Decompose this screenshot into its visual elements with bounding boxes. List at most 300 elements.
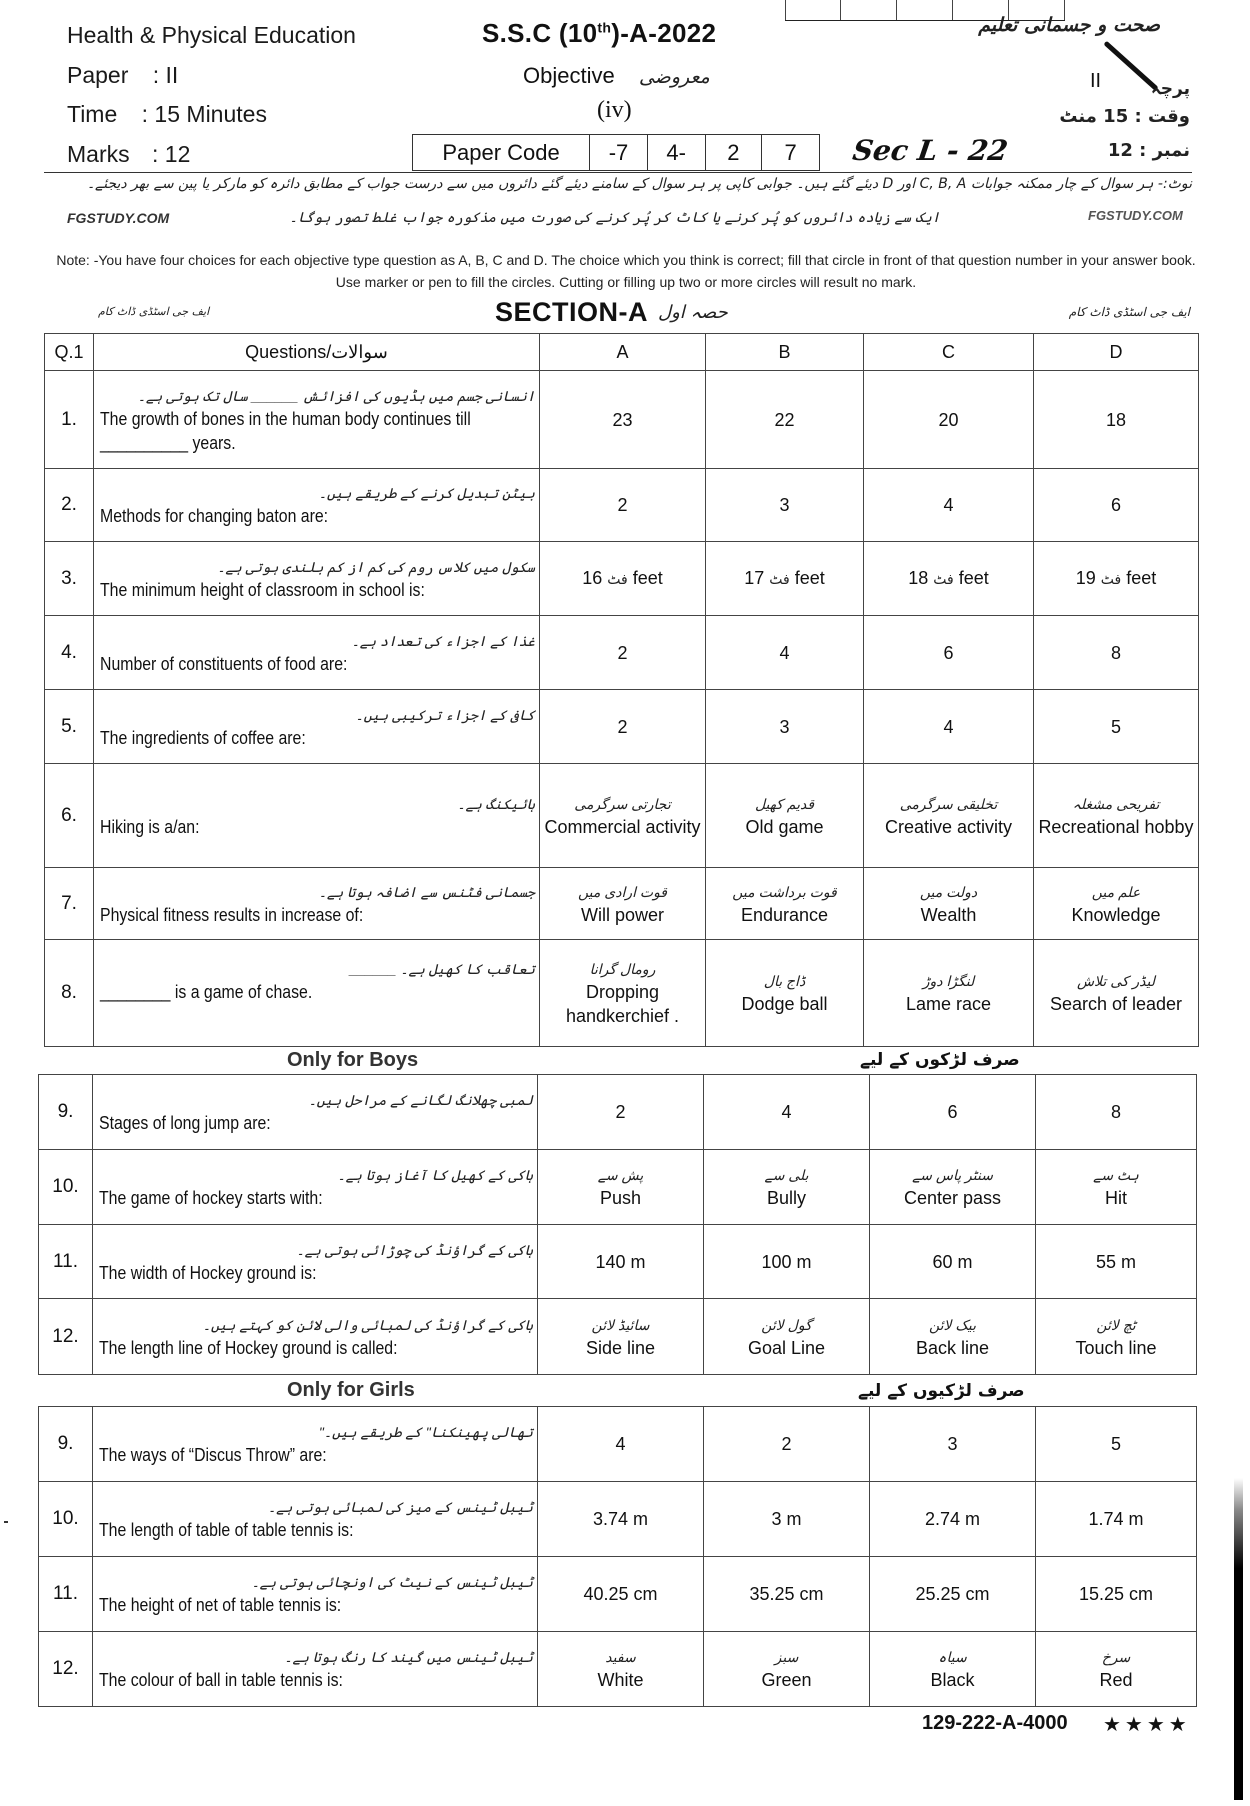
question-ur: ہاکی کے کھیل کا آغاز ہوتا ہے۔	[337, 1167, 533, 1183]
option-a[interactable]	[540, 616, 706, 690]
option-text: Endurance	[740, 904, 829, 925]
question-ur: ہاکی کے گراؤنڈ کی لمبائی والی لائن کو کہتے ہیں۔	[202, 1316, 533, 1333]
time-ur: وقت : 15 منٹ	[1059, 106, 1190, 127]
header-divider	[44, 172, 1192, 173]
spacer	[100, 1004, 483, 1028]
option-text-ur: فٹ	[607, 571, 628, 588]
table-row	[45, 542, 1199, 616]
option-b[interactable]	[704, 1075, 870, 1150]
table-row	[45, 371, 1199, 469]
option-text: Commercial activity	[544, 816, 701, 837]
table-row	[39, 1632, 1197, 1707]
option-d[interactable]	[1036, 1299, 1197, 1375]
option-a[interactable]	[540, 868, 706, 940]
watermark-ur-left: ایف جی اسٹڈی ڈاٹ کام	[98, 305, 210, 318]
time-value: : 15 Minutes	[141, 101, 267, 127]
paper-type-en: Objective	[523, 63, 615, 88]
section-heading	[495, 297, 728, 328]
time-label-text: Time	[67, 101, 118, 127]
marks-ur: نمبر : 12	[1107, 140, 1190, 161]
option-d[interactable]	[1034, 616, 1199, 690]
header-option-c: C	[864, 334, 1034, 371]
option-text: 140 m	[595, 1251, 646, 1272]
option-text: 8	[1110, 642, 1121, 663]
option-text-ur: بیک لائن	[928, 1316, 977, 1333]
question-ur: ٹیبل ٹینس کے نیٹ کی اونچائی ہوتی ہے۔	[251, 1574, 533, 1590]
option-text-ur: سبز	[774, 1649, 799, 1665]
question-ur: ٹیبل ٹینس میں گیند کا رنگ ہوتا ہے۔	[284, 1649, 533, 1665]
question-number: 12.	[39, 1299, 93, 1375]
option-d[interactable]	[1036, 1482, 1197, 1557]
option-c[interactable]	[870, 1299, 1036, 1375]
option-text-ur: ہٹ سے	[1093, 1167, 1139, 1183]
option-text: 23	[612, 409, 633, 430]
option-text: Search of leader	[1049, 994, 1183, 1014]
boys-heading-ur: صرف لڑکوں کے لیے	[860, 1050, 1020, 1070]
option-text: 6	[943, 642, 954, 663]
question-en: The minimum height of classroom in school is:	[100, 579, 425, 600]
option-text: Dodge ball	[741, 994, 828, 1014]
question-text	[94, 371, 540, 469]
header-questions: Questions/سوالات	[94, 334, 540, 371]
option-text-ur: ڈاج بال	[763, 973, 806, 989]
option-a[interactable]	[538, 1299, 704, 1375]
option-d[interactable]	[1034, 542, 1199, 616]
question-text	[94, 616, 540, 690]
option-b[interactable]	[704, 1407, 870, 1482]
option-text-ur: تجارتی سرگرمی	[574, 795, 671, 812]
question-text	[94, 542, 540, 616]
option-c[interactable]	[870, 1150, 1036, 1225]
question-en: The ways of “Discus Throw” are:	[99, 1445, 327, 1465]
option-d[interactable]	[1034, 764, 1199, 868]
option-text: Wealth	[920, 904, 977, 925]
option-text-ur: پش سے	[597, 1167, 644, 1183]
question-ur: کافی کے اجزاء ترکیبی ہیں۔	[355, 706, 535, 723]
question-en: The length of table of table tennis is:	[99, 1520, 354, 1540]
boys-heading: Only for Boys	[287, 1049, 419, 1071]
option-text: 2	[617, 495, 628, 515]
option-text-ur: علم میں	[1091, 883, 1141, 900]
option-text: 35.25 cm	[749, 1584, 824, 1604]
question-text	[94, 690, 540, 764]
question-number: 10.	[39, 1150, 93, 1225]
option-b[interactable]	[704, 1482, 870, 1557]
table-row	[39, 1225, 1197, 1299]
option-text-ur: تخلیقی سرگرمی	[899, 795, 998, 812]
option-c[interactable]	[870, 1075, 1036, 1150]
paper-code-box	[412, 134, 820, 171]
option-d[interactable]	[1034, 868, 1199, 940]
note-urdu-line2: ایک سے زیادہ دائروں کو پُر کرنے یا کاٹ کر پُر کرنے کی صورت میں مذکورہ جواب غلط تصور ہوگا۔	[289, 210, 940, 226]
option-text: 4	[779, 642, 790, 663]
section-title: SECTION-A	[495, 297, 648, 327]
option-text: 15.25 cm	[1078, 1584, 1154, 1604]
option-a[interactable]	[540, 371, 706, 469]
question-en: The growth of bones in the human body continues till	[100, 408, 471, 429]
option-text-ur: سیاہ	[938, 1649, 967, 1665]
option-b[interactable]	[706, 764, 864, 868]
note-english: Note: -You have four choices for each objective type question as A, B, C and D. The choice which you think is correct; fill that circle in front of that question number in your answer book. Use marker or pen to fill the circles. Cutting or filling up two or more circles will result no mark.	[56, 252, 1196, 290]
question-ur: ہائیکنگ ہے۔	[457, 795, 535, 812]
option-text: 2	[617, 716, 628, 737]
option-text: Creative activity	[884, 816, 1013, 837]
option-d[interactable]	[1034, 469, 1199, 542]
option-text: Green	[761, 1670, 812, 1690]
option-text: 6	[1110, 495, 1121, 515]
option-text-ur: فٹ	[933, 571, 954, 588]
header-option-d: D	[1034, 334, 1199, 371]
paper-ur: پرچہ	[1150, 79, 1190, 99]
question-text	[94, 940, 540, 1047]
option-text: 2	[617, 642, 628, 663]
option-a[interactable]	[538, 1407, 704, 1482]
option-text: 20	[938, 409, 959, 430]
option-text-ur: سائیڈ لائن	[591, 1316, 650, 1333]
option-text: Center pass	[903, 1188, 1002, 1208]
option-c[interactable]	[864, 940, 1034, 1047]
option-b[interactable]	[704, 1150, 870, 1225]
option-text: 4	[943, 495, 954, 515]
option-b[interactable]	[706, 371, 864, 469]
option-b[interactable]	[704, 1299, 870, 1375]
question-text	[93, 1407, 538, 1482]
question-en: The height of net of table tennis is:	[99, 1595, 342, 1615]
option-text: 3	[947, 1434, 958, 1454]
option-text: 18	[1105, 409, 1127, 430]
question-text	[93, 1482, 538, 1557]
question-number: 8.	[45, 940, 94, 1047]
option-text: 16 feet	[582, 567, 663, 588]
option-text: Recreational hobby	[1038, 816, 1194, 837]
paper-ur-value: II	[1090, 70, 1102, 92]
option-text-ur: قوت برداشت میں	[732, 883, 837, 900]
option-text-ur: گول لائن	[761, 1316, 812, 1333]
marks-label-text: Marks	[67, 141, 130, 167]
scan-speck	[4, 1521, 8, 1523]
option-text: Will power	[580, 904, 664, 925]
roll-box[interactable]	[841, 0, 897, 20]
option-b[interactable]	[704, 1632, 870, 1707]
option-text: Touch line	[1075, 1337, 1157, 1358]
option-text: 2.74 m	[924, 1509, 981, 1529]
question-en: The length line of Hockey ground is called:	[99, 1337, 398, 1358]
paper-serial-code: 129-222-A-4000	[922, 1712, 1068, 1734]
question-en: The game of hockey starts with:	[99, 1188, 323, 1208]
option-text: 4	[615, 1434, 626, 1454]
question-text	[93, 1299, 538, 1375]
option-text: 3	[779, 495, 790, 515]
question-text	[93, 1225, 538, 1299]
question-en-line2: __________ years.	[100, 432, 236, 453]
paper-value: : II	[152, 62, 179, 88]
question-en: ________ is a game of chase.	[100, 982, 313, 1002]
subject-title-ur: صحت و جسمانی تعلیم	[978, 14, 1160, 36]
option-text-ur: سنٹر پاس سے	[912, 1167, 993, 1183]
exam-title-prefix: S.S.C (10	[482, 18, 598, 48]
option-c[interactable]	[870, 1557, 1036, 1632]
option-a[interactable]	[538, 1075, 704, 1150]
question-ur: ٹیبل ٹینس کے میز کی لمبائی ہوتی ہے۔	[267, 1499, 533, 1515]
option-d[interactable]	[1036, 1557, 1197, 1632]
table-row	[45, 868, 1199, 940]
paper-version: (iv)	[597, 97, 632, 123]
header-qno: Q.1	[45, 334, 94, 371]
question-en: Number of constituents of food are:	[100, 653, 348, 674]
section-title-ur: حصہ اول	[658, 302, 728, 323]
option-a[interactable]	[540, 764, 706, 868]
watermark-right: FGSTUDY.COM	[1088, 208, 1183, 223]
question-text	[93, 1557, 538, 1632]
question-text	[93, 1075, 538, 1150]
common-questions-table	[44, 333, 1199, 1047]
option-c[interactable]	[870, 1482, 1036, 1557]
option-text: 2	[615, 1102, 626, 1122]
paper-code-digit: 7	[784, 139, 797, 165]
option-text: 5	[1110, 1434, 1121, 1454]
scan-edge-bar	[1234, 1478, 1243, 1800]
option-text: 1.74 m	[1088, 1509, 1144, 1529]
option-d[interactable]	[1034, 690, 1199, 764]
option-c[interactable]	[864, 616, 1034, 690]
option-d[interactable]	[1036, 1075, 1197, 1150]
option-text: 17 feet	[744, 567, 825, 588]
option-b[interactable]	[706, 616, 864, 690]
table-row	[45, 469, 1199, 542]
table-row	[45, 940, 1199, 1047]
question-ur: غذا کے اجزاء کی تعداد ہے۔	[351, 632, 535, 649]
roll-box[interactable]	[785, 0, 841, 20]
option-text: Black	[930, 1670, 975, 1690]
question-number: 5.	[45, 690, 94, 764]
question-text	[93, 1632, 538, 1707]
option-d[interactable]	[1034, 371, 1199, 469]
option-a[interactable]	[540, 690, 706, 764]
question-number: 10.	[39, 1482, 93, 1557]
question-ur: لمبی چھلانگ لگانے کے مراحل ہیں۔	[308, 1092, 533, 1108]
table-row	[39, 1557, 1197, 1632]
question-ur: سکول میں کلاس روم کی کم از کم بلندی ہوتی ہے۔	[217, 558, 535, 575]
option-text-ur: سرخ	[1101, 1649, 1131, 1665]
question-text	[94, 764, 540, 868]
option-d[interactable]	[1036, 1632, 1197, 1707]
option-c[interactable]	[864, 690, 1034, 764]
paper-type	[523, 63, 710, 89]
option-c[interactable]	[864, 371, 1034, 469]
roll-box[interactable]	[897, 0, 953, 20]
option-text: 55 m	[1095, 1251, 1137, 1272]
question-text	[93, 1150, 538, 1225]
question-ur: ہاکی کے گراؤنڈ کی چوڑائی ہوتی ہے۔	[296, 1241, 533, 1258]
option-d[interactable]	[1036, 1150, 1197, 1225]
table-row	[39, 1482, 1197, 1557]
girls-heading: Only for Girls	[287, 1379, 415, 1401]
watermark-ur-right: ایف جی اسٹڈی ڈاٹ کام	[1068, 305, 1190, 319]
option-text: 3	[779, 716, 790, 737]
paper-label-text: Paper	[67, 62, 129, 88]
question-en: Hiking is a/an:	[100, 816, 200, 837]
option-d[interactable]	[1036, 1225, 1197, 1299]
option-text: Goal Line	[747, 1337, 826, 1358]
table-row	[39, 1407, 1197, 1482]
option-a[interactable]	[540, 469, 706, 542]
option-text-ur: فٹ	[1100, 571, 1122, 588]
option-b[interactable]	[706, 542, 864, 616]
question-en: Physical fitness results in increase of:	[100, 904, 364, 925]
option-c[interactable]	[864, 469, 1034, 542]
question-ur: ______ تعاقب کا کھیل ہے۔	[349, 961, 535, 977]
header-option-a: A	[540, 334, 706, 371]
option-text: White	[597, 1670, 644, 1690]
option-text: Bully	[766, 1188, 806, 1208]
time-label	[67, 101, 267, 128]
question-en: The colour of ball in table tennis is:	[99, 1670, 343, 1690]
option-text-ur: قوت ارادی میں	[578, 883, 667, 900]
option-text: 60 m	[932, 1251, 973, 1272]
paper-code-digit: -7	[590, 135, 648, 170]
question-number: 12.	[39, 1632, 93, 1707]
option-c[interactable]	[870, 1225, 1036, 1299]
option-text: 5	[1110, 716, 1121, 737]
option-text: Push	[599, 1188, 642, 1208]
question-ur: انسانی جسم میں ہڈیوں کی افزائش ______ سال تک ہوتی ہے۔	[137, 387, 535, 404]
option-text: 4	[781, 1102, 792, 1122]
option-text-ur: سفید	[605, 1649, 636, 1665]
marks-label	[67, 141, 190, 168]
option-text: 4	[943, 716, 954, 737]
option-a[interactable]	[538, 1150, 704, 1225]
question-en: Methods for changing baton are:	[100, 506, 329, 526]
option-d[interactable]	[1034, 940, 1199, 1047]
option-text-ur: ٹچ لائن	[1096, 1316, 1136, 1333]
option-text: 6	[947, 1102, 958, 1122]
option-text: 22	[774, 409, 795, 430]
paper-code-label: Paper Code	[413, 135, 590, 170]
option-text: 100 m	[761, 1251, 812, 1272]
exam-title-suffix: )-A-2022	[611, 18, 717, 48]
question-number: 7.	[45, 868, 94, 940]
option-text: Dropping handkerchief .	[565, 982, 680, 1026]
option-text: 8	[1110, 1102, 1121, 1122]
table-row	[45, 690, 1199, 764]
question-number: 6.	[45, 764, 94, 868]
question-number: 2.	[45, 469, 94, 542]
option-b[interactable]	[706, 690, 864, 764]
option-text-ur: لیڈر کی تلاش	[1076, 973, 1156, 989]
star-marks: ★★★★	[1103, 1714, 1191, 1736]
option-text-ur: رومال گرانا	[589, 961, 656, 977]
exam-title-sup: th	[597, 19, 612, 36]
option-text: 3 m	[771, 1509, 802, 1529]
watermark-left: FGSTUDY.COM	[67, 210, 170, 226]
subject-title: Health & Physical Education	[67, 22, 356, 48]
option-text: 25.25 cm	[915, 1584, 990, 1604]
paper-label	[67, 62, 178, 89]
option-b[interactable]	[706, 940, 864, 1047]
question-number: 11.	[39, 1557, 93, 1632]
option-b[interactable]	[704, 1225, 870, 1299]
option-a[interactable]	[540, 940, 706, 1047]
marks-value: : 12	[152, 141, 191, 167]
table-row	[39, 1299, 1197, 1375]
option-text: Red	[1099, 1670, 1133, 1690]
question-number: 3.	[45, 542, 94, 616]
question-ur: "تھالی پھینکنا" کے طریقے ہیں۔	[318, 1424, 533, 1440]
exam-title	[482, 18, 716, 49]
option-a[interactable]	[538, 1557, 704, 1632]
option-c[interactable]	[864, 868, 1034, 940]
question-ur: جسمانی فٹنس سے اضافہ ہوتا ہے۔	[318, 883, 535, 900]
option-a[interactable]	[538, 1225, 704, 1299]
option-text: 18 feet	[908, 567, 989, 588]
question-number: 11.	[39, 1225, 93, 1299]
option-text: 40.25 cm	[583, 1584, 658, 1604]
option-c[interactable]	[864, 542, 1034, 616]
option-text-ur: بلی سے	[764, 1167, 809, 1183]
question-text	[94, 868, 540, 940]
option-b[interactable]	[706, 469, 864, 542]
table-row	[45, 616, 1199, 690]
question-ur: بیٹن تبدیل کرنے کے طریقے ہیں۔	[318, 485, 535, 501]
option-a[interactable]	[540, 542, 706, 616]
option-text: 3.74 m	[592, 1509, 649, 1529]
option-text-ur: لنگڑا دوڑ	[922, 973, 975, 989]
option-c[interactable]	[870, 1407, 1036, 1482]
option-text: 19 feet	[1075, 567, 1157, 588]
question-en: The ingredients of coffee are:	[100, 727, 306, 748]
table-header-row	[45, 334, 1199, 371]
option-a[interactable]	[538, 1632, 704, 1707]
option-c[interactable]	[864, 764, 1034, 868]
option-d[interactable]	[1036, 1407, 1197, 1482]
question-number: 1.	[45, 371, 94, 469]
girls-heading-ur: صرف لڑکیوں کے لیے	[858, 1381, 1025, 1401]
table-row	[39, 1075, 1197, 1150]
table-row	[45, 764, 1199, 868]
option-text-ur: قدیم کھیل	[754, 795, 815, 812]
option-c[interactable]	[870, 1632, 1036, 1707]
paper-code-digit: 4-	[648, 135, 706, 170]
question-number: 4.	[45, 616, 94, 690]
option-text-ur: فٹ	[769, 571, 790, 588]
table-row	[39, 1150, 1197, 1225]
option-text: Hit	[1105, 1188, 1127, 1208]
handwritten-annotation: Sec L - 22	[850, 134, 1010, 167]
paper-type-ur: معروضی	[638, 66, 710, 88]
question-en: The width of Hockey ground is:	[99, 1262, 317, 1283]
option-text: Back line	[915, 1337, 990, 1358]
option-text: Side line	[585, 1337, 656, 1358]
option-text: Old game	[745, 816, 824, 837]
option-text: Knowledge	[1071, 904, 1161, 925]
note-urdu-line1: نوٹ:- ہر سوال کے چار ممکنہ جوابات C, B, A اور D دیئے گئے ہیں۔ جوابی کاپی پر ہر سوال کے سامنے دیئے گئے دائروں میں سے درست جواب کے مطابق دائرہ کو مارکر یا پین سے بھر دیجئے۔	[86, 176, 1192, 192]
question-number: 9.	[39, 1075, 93, 1150]
boys-questions-table	[38, 1074, 1197, 1375]
option-a[interactable]	[538, 1482, 704, 1557]
option-text-ur: تفریحی مشغلہ	[1072, 795, 1160, 812]
header-option-b: B	[706, 334, 864, 371]
option-b[interactable]	[706, 868, 864, 940]
question-text	[94, 469, 540, 542]
paper-code-digit: 2	[706, 135, 763, 170]
girls-questions-table	[38, 1406, 1197, 1707]
question-en: Stages of long jump are:	[99, 1113, 271, 1133]
option-text-ur: دولت میں	[919, 883, 978, 900]
option-text: Lame race	[905, 994, 992, 1014]
option-text: 2	[781, 1434, 792, 1454]
option-b[interactable]	[704, 1557, 870, 1632]
question-number: 9.	[39, 1407, 93, 1482]
